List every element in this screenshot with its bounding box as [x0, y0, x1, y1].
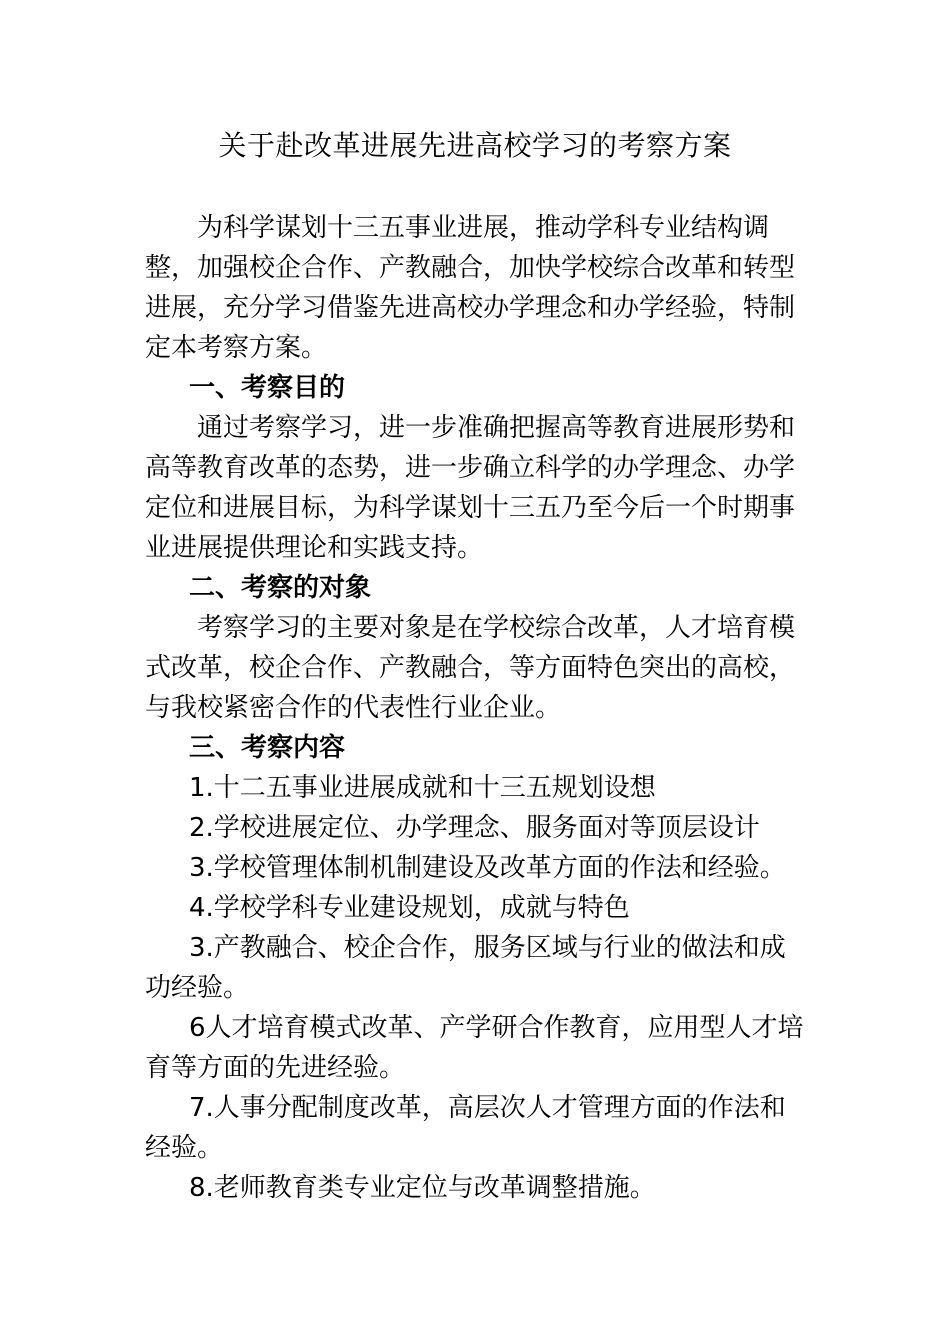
section-text-targets: 考察学习的主要对象是在学校综合改革，人才培育模式改革，校企合作、产教融合，等方面特色突出的高校，与我校紧密合作的代表性行业企业。	[145, 613, 796, 723]
content-item: 6人才培育模式改革、产学研合作教育，应用型人才培育等方面的先进经验。	[145, 1013, 804, 1083]
document-body	[145, 208, 805, 1208]
content-item: 1.十二五事业进展成就和十三五规划设想	[189, 773, 656, 803]
content-item: 3.学校管理体制机制建设及改革方面的作法和经验。	[189, 853, 786, 883]
content-item: 8.老师教育类专业定位与改革调整措施。	[189, 1173, 656, 1203]
intro-paragraph: 为科学谋划十三五事业进展，推动学科专业结构调整，加强校企合作、产教融合，加快学校综合改革和转型进展，充分学习借鉴先进高校办学理念和办学经验，特制定本考察方案。	[145, 213, 796, 363]
content-item: 4.学校学科专业建设规划，成就与特色	[189, 893, 630, 923]
content-item: 2.学校进展定位、办学理念、服务面对等顶层设计	[189, 813, 760, 843]
section-text-purpose: 通过考察学习，进一步准确把握高等教育进展形势和高等教育改革的态势，进一步确立科学的办学理念、办学定位和进展目标，为科学谋划十三五乃至今后一个时期事业进展提供理论和实践支持。	[145, 413, 796, 563]
section-heading-purpose: 一、考察目的	[189, 373, 346, 403]
section-heading-content: 三、考察内容	[189, 733, 346, 763]
content-item: 3.产教融合、校企合作，服务区域与行业的做法和成功经验。	[145, 933, 786, 1003]
section-heading-targets: 二、考察的对象	[189, 573, 372, 603]
document-title: 关于赴改革进展先进高校学习的考察方案	[218, 129, 732, 162]
content-item: 7.人事分配制度改革，高层次人才管理方面的作法和经验。	[145, 1093, 786, 1163]
